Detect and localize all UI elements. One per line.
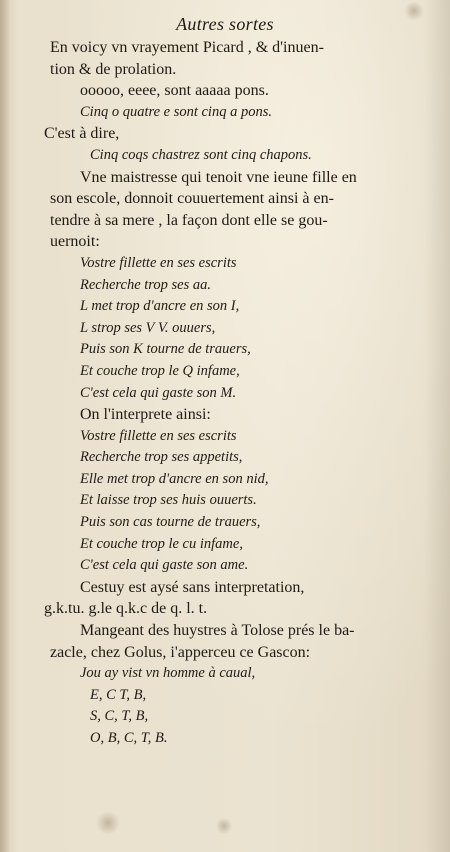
text-line: C'est à dire, [44,125,120,143]
verse-line: O, B, C, T, B. [90,730,168,746]
text-line: uernoit: [50,233,100,251]
verse-line: Et couche trop le Q infame, [80,362,240,379]
verse-line: Puis son K tourne de trauers, [80,341,251,358]
verse-line: Recherche trop ses aa. [80,276,211,293]
ink-stain [215,818,233,834]
cipher-line: g.k.tu. g.le q.k.c de q. l. t. [44,600,208,618]
verse-line: E, C T, B, [90,686,147,703]
verse-line: S, C, T, B, [90,708,149,725]
text-line: On l'interprete ainsi: [80,406,211,424]
ink-stain [95,812,121,834]
verse-line: Et couche trop le cu infame, [80,535,243,552]
verse-line: C'est cela qui gaste son ame. [80,557,249,574]
verse-line: Vostre fillette en ses escrits [80,254,237,271]
text-line: tendre à sa mere , la façon dont elle se gou- [50,211,328,229]
text-line: ooooo, eeee, sont aaaaa pons. [80,82,269,100]
verse-line: Puis son cas tourne de trauers, [80,514,261,531]
verse-line: Recherche trop ses appetits, [80,449,243,466]
text-line: son escole, donnoit couuertement ainsi à en- [50,190,334,208]
text-line: tion & de prolation. [50,60,177,78]
verse-line: Jou ay vist vn homme à caual, [80,665,256,682]
verse-line: L met trop d'ancre en son I, [80,298,240,315]
text-line: Cestuy est aysé sans interpretation, [80,578,305,596]
verse-line: Et laisse trop ses huis ouuerts. [80,492,257,509]
verse-line: L strop ses V V. ouuers, [80,319,216,336]
verse-line: Elle met trop d'ancre en son nid, [80,470,269,487]
text-line: Mangeant des huystres à Tolose prés le ba- [80,622,355,640]
text-line: Cinq o quatre e sont cinq a pons. [80,103,272,120]
text-line: En voicy vn vrayement Picard , & d'inuen- [50,39,324,56]
page-body [44,37,428,750]
verse-line: Vostre fillette en ses escrits [80,427,237,444]
running-header: Autres sortes [176,14,274,34]
text-line: Vne maistresse qui tenoit vne ieune fille en [80,168,357,186]
text-line: Cinq coqs chastrez sont cinq chapons. [90,146,312,163]
verse-line: C'est cela qui gaste son M. [80,384,237,401]
page-gutter [0,0,10,852]
text-line: zacle, chez Golus, i'apperceu ce Gascon: [50,643,311,661]
